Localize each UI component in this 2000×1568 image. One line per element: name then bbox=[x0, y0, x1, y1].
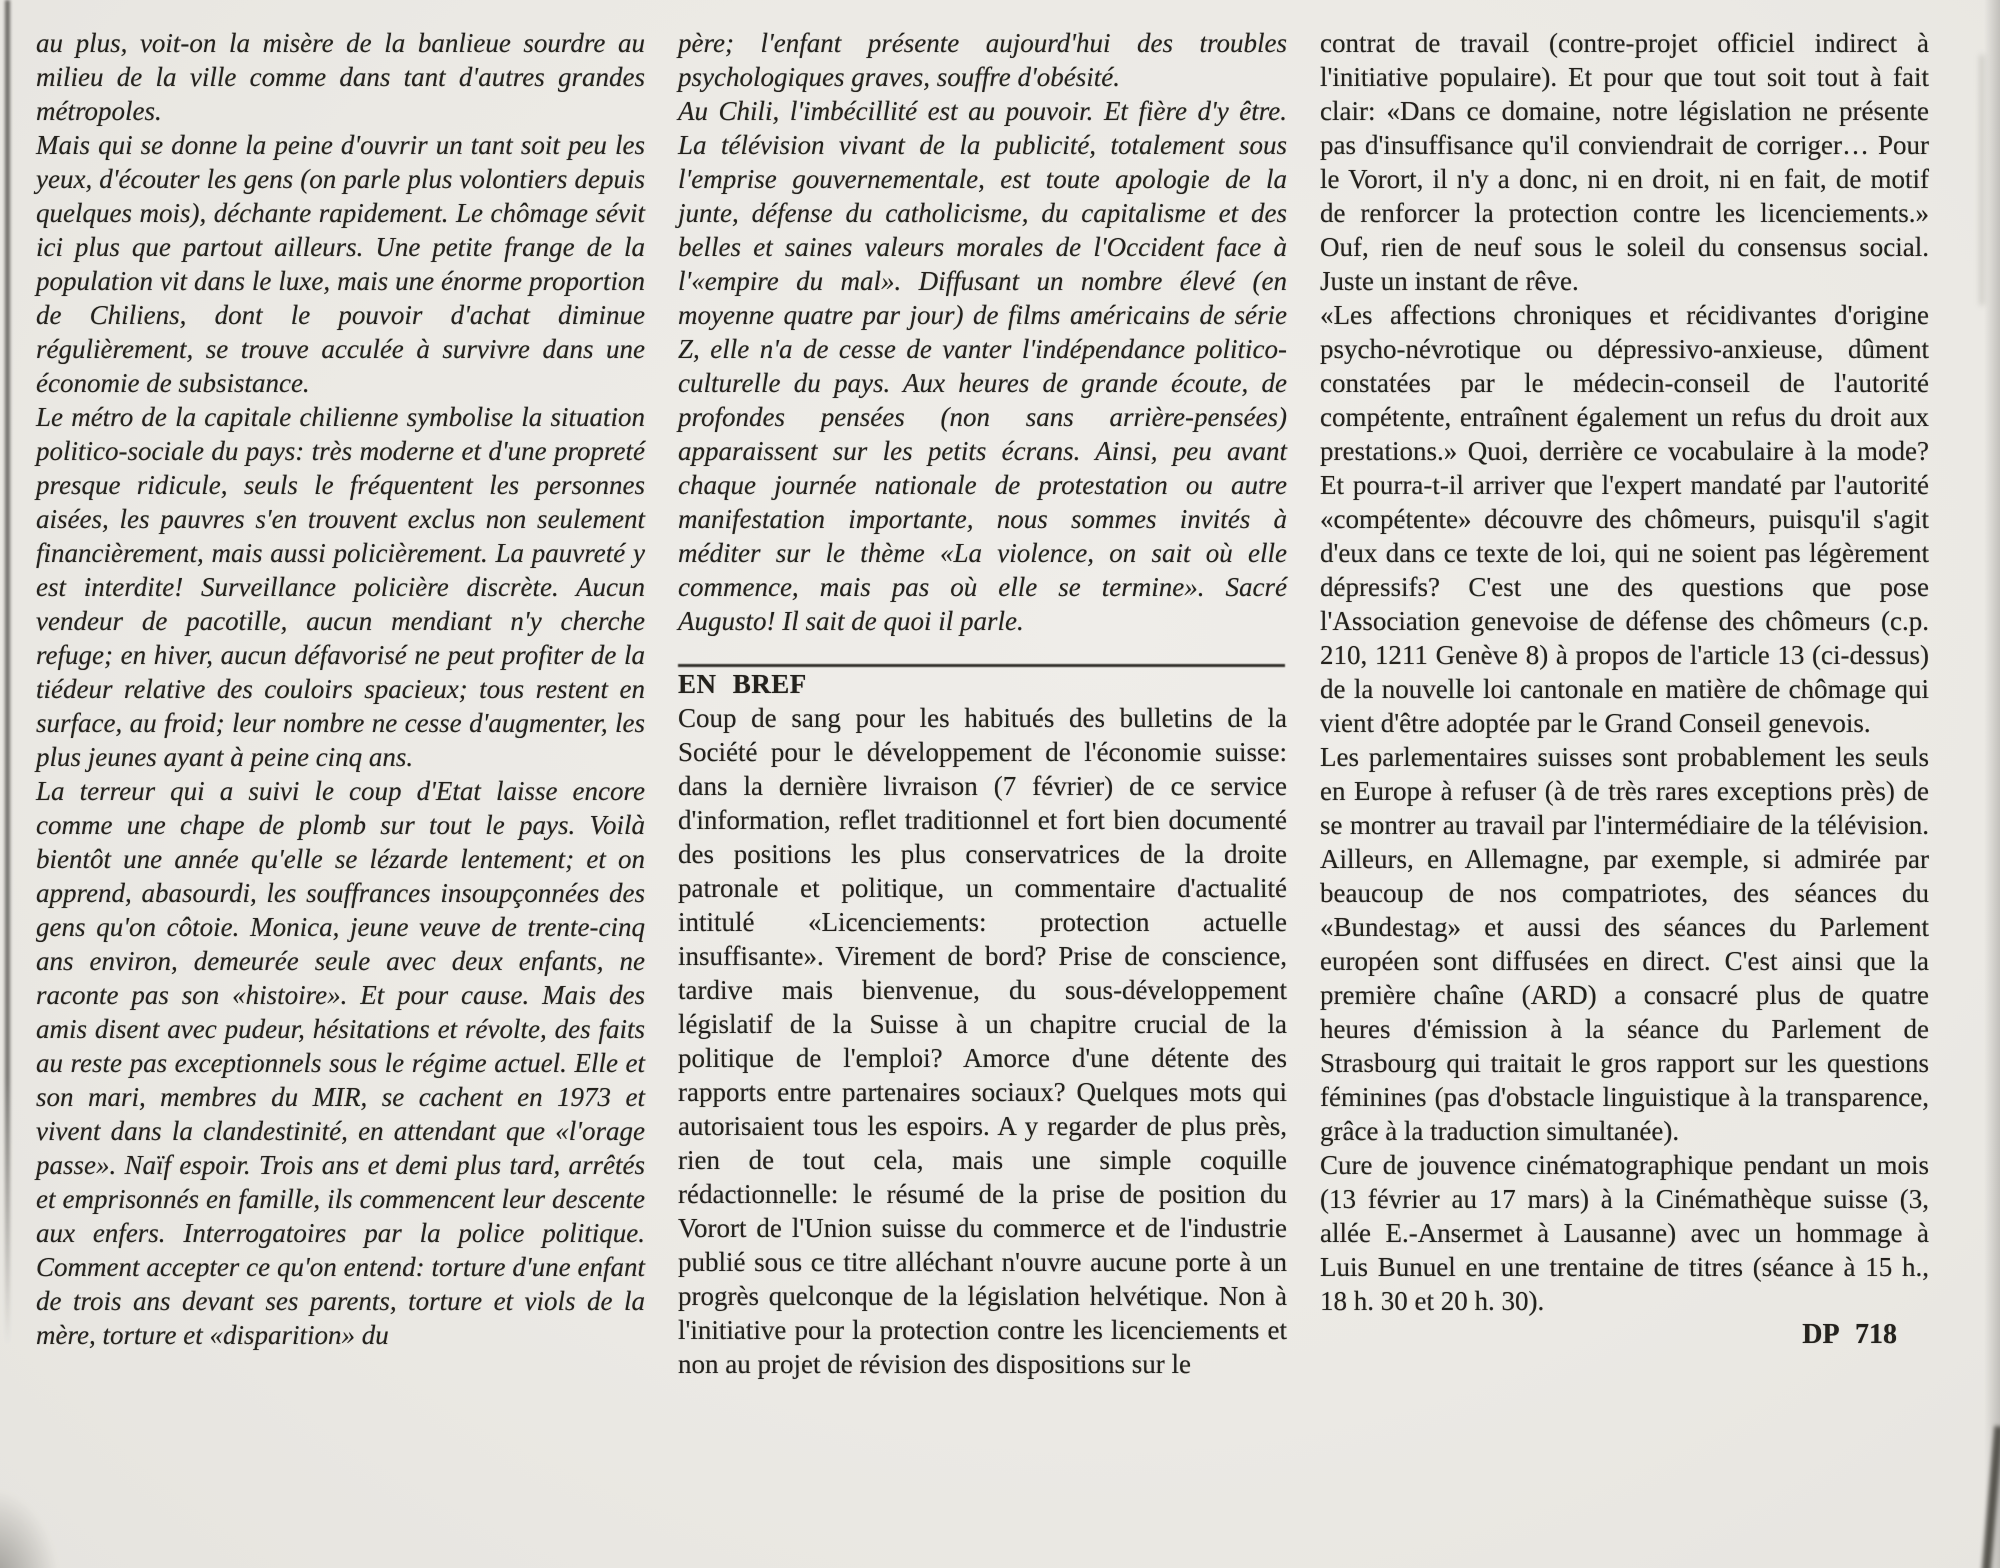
three-column-layout bbox=[36, 26, 1928, 1381]
section-heading-en-bref: EN BREF bbox=[678, 669, 807, 699]
scan-artifact-right-streak bbox=[1980, 55, 1984, 305]
article-paragraph: père; l'enfant présente aujourd'hui des troubles psychologiques graves, souffre d'obésité. bbox=[678, 28, 1287, 92]
article-paragraph: Mais qui se donne la peine d'ouvrir un tant soit peu les yeux, d'écouter les gens (on parle plus volontiers depuis quelques mois), déchante rapidement. Le chômage sévit ici plus que partout ailleurs. Une petite frange de la population vit dans le luxe, mais une énorme proportion de Chiliens, dont le pouvoir d'achat diminue régulièrement, se trouve acculée à survivre dans une économie de subsistance. bbox=[36, 130, 645, 398]
publication-code: DP 718 bbox=[1802, 1319, 1897, 1350]
article-paragraph: Cure de jouvence cinématographique pendant un mois (13 février au 17 mars) à la Cinémathèque suisse (3, allée E.-Ansermet à Lausanne) avec un hommage à Luis Bunuel en une trentaine de titres (séance à 15 h., 18 h. 30 et 20 h. 30). bbox=[1320, 1150, 1929, 1316]
text-column-left bbox=[36, 26, 645, 1381]
article-paragraph: Coup de sang pour les habitués des bulletins de la Société pour le développement de l'économie suisse: dans la dernière livraison (7 février) de ce service d'information, reflet traditionnel et fort bien documenté des positions les plus conservatrices de la droite patronale et politique, un commentaire d'actualité intitulé «Licenciements: protection actuelle insuffisante». Virement de bord? Prise de conscience, tardive mais bienvenue, du sous-développement législatif de la Suisse à un chapitre crucial de la politique de l'emploi? Amorce d'une détente des rapports entre partenaires sociaux? Quelques mots qui autorisaient tous les espoirs. A y regarder de plus près, rien de tout cela, mais une simple coquille rédactionnelle: le résumé de la prise de position du Vorort de l'Union suisse du commerce et de l'industrie publié sous ce titre alléchant n'ouvre aucune porte à un progrès quelconque de la législation helvétique. Non à l'initiative pour la protection contre les licenciements et non au projet de révision des dispositions sur le bbox=[678, 703, 1287, 1379]
section-divider bbox=[678, 664, 1285, 667]
article-paragraph: La terreur qui a suivi le coup d'Etat laisse encore comme une chape de plomb sur tout le pays. Voilà bientôt une année qu'elle se lézarde lentement; et on apprend, abasourdi, les souffrances insoupçonnées des gens qu'on côtoie. Monica, jeune veuve de trente-cinq ans environ, demeurée seule avec deux enfants, ne raconte pas son «histoire». Et pour cause. Mais des amis disent avec pudeur, hésitations et révolte, des faits au reste pas exceptionnels sous le régime actuel. Elle et son mari, membres du MIR, se cachent en 1973 et vivent dans la clandestinité, en attendant que «l'orage passe». Naïf espoir. Trois ans et demi plus tard, arrêtés et emprisonnés en famille, ils commencent leur descente aux enfers. Interrogatoires par la police politique. Comment accepter ce qu'on entend: torture d'une enfant de trois ans devant ses parents, torture et viols de la mère, torture et «disparition» du bbox=[36, 776, 645, 1350]
scan-artifact-left-edge bbox=[5, 0, 10, 1345]
article-paragraph: «Les affections chroniques et récidivantes d'origine psycho-névrotique ou dépressivo-anxieuse, dûment constatées par le médecin-conseil de l'autorité compétente, entraînent également un refus du droit aux prestations.» Quoi, derrière ce vocabulaire à la mode? Et pourra-t-il arriver que l'expert mandaté par l'autorité «compétente» découvre des chômeurs, puisqu'il s'agit d'eux dans ce texte de loi, qui ne soient pas légèrement dépressifs? C'est une des questions que pose l'Association genevoise de défense des chômeurs (c.p. 210, 1211 Genève 8) à propos de l'article 13 (ci-dessus) de la nouvelle loi cantonale en matière de chômage qui vient d'être adoptée par le Grand Conseil genevois. bbox=[1320, 300, 1929, 738]
scan-artifact-bottom-left-smudge bbox=[0, 1488, 60, 1568]
article-paragraph: au plus, voit-on la misère de la banlieue sourdre au milieu de la ville comme dans tant d'autres grandes métropoles. bbox=[36, 28, 645, 126]
article-paragraph: Les parlementaires suisses sont probablement les seuls en Europe à refuser (à de très rares exceptions près) de se montrer au travail par l'intermédiaire de la télévision. Ailleurs, en Allemagne, par exemple, si admirée par beaucoup de nos compatriotes, des séances du «Bundestag» et aussi des séances du Parlement européen sont diffusées en direct. C'est ainsi que la première chaîne (ARD) a consacré plus de quatre heures d'émission à la séance du Parlement de Strasbourg qui traitait le gros rapport sur les questions féminines (pas d'obstacle linguistique à la transparence, grâce à la traduction simultanée). bbox=[1320, 742, 1929, 1146]
article-paragraph: Le métro de la capitale chilienne symbolise la situation politico-sociale du pays: très moderne et d'une propreté presque ridicule, seuls le fréquentent les personnes aisées, les pauvres s'en trouvent exclus non seulement financièrement, mais aussi policièrement. La pauvreté y est interdite! Surveillance policière discrète. Aucun vendeur de pacotille, aucun mendiant n'y cherche refuge; en hiver, aucun défavorisé ne peut profiter de la tiédeur relative des couloirs spacieux; tous restent en surface, au froid; leur nombre ne cesse d'augmenter, les plus jeunes ayant à peine cinq ans. bbox=[36, 402, 645, 772]
text-column-middle bbox=[678, 26, 1287, 1381]
scan-artifact-right-shade bbox=[1984, 0, 2000, 1568]
article-paragraph: contrat de travail (contre-projet officiel indirect à l'initiative populaire). Et pour que tout soit tout à fait clair: «Dans ce domaine, notre législation ne présente pas d'insuffisance qu'il conviendrait de corriger… Pour le Vorort, il n'y a donc, ni en droit, ni en fait, de motif de renforcer la protection contre les licenciements.» Ouf, rien de neuf sous le soleil du consensus social. Juste un instant de rêve. bbox=[1320, 28, 1929, 296]
text-column-right bbox=[1320, 26, 1929, 1381]
article-paragraph: Au Chili, l'imbécillité est au pouvoir. Et fière d'y être. La télévision vivant de la publicité, totalement sous l'emprise gouvernementale, est toute apologie de la junte, défense du catholicisme, du capitalisme et des belles et saines valeurs morales de l'Occident face à l'«empire du mal». Diffusant un nombre élevé (en moyenne quatre par jour) de films américains de série Z, elle n'a de cesse de vanter l'indépendance politico-culturelle du pays. Aux heures de grande écoute, de profondes pensées (non sans arrière-pensées) apparaissent sur les petits écrans. Ainsi, peu avant chaque journée nationale de protestation ou autre manifestation importante, nous sommes invités à méditer sur le thème «La violence, on sait où elle commence, mais pas où elle se termine». Sacré Augusto! Il sait de quoi il parle. bbox=[678, 96, 1287, 636]
